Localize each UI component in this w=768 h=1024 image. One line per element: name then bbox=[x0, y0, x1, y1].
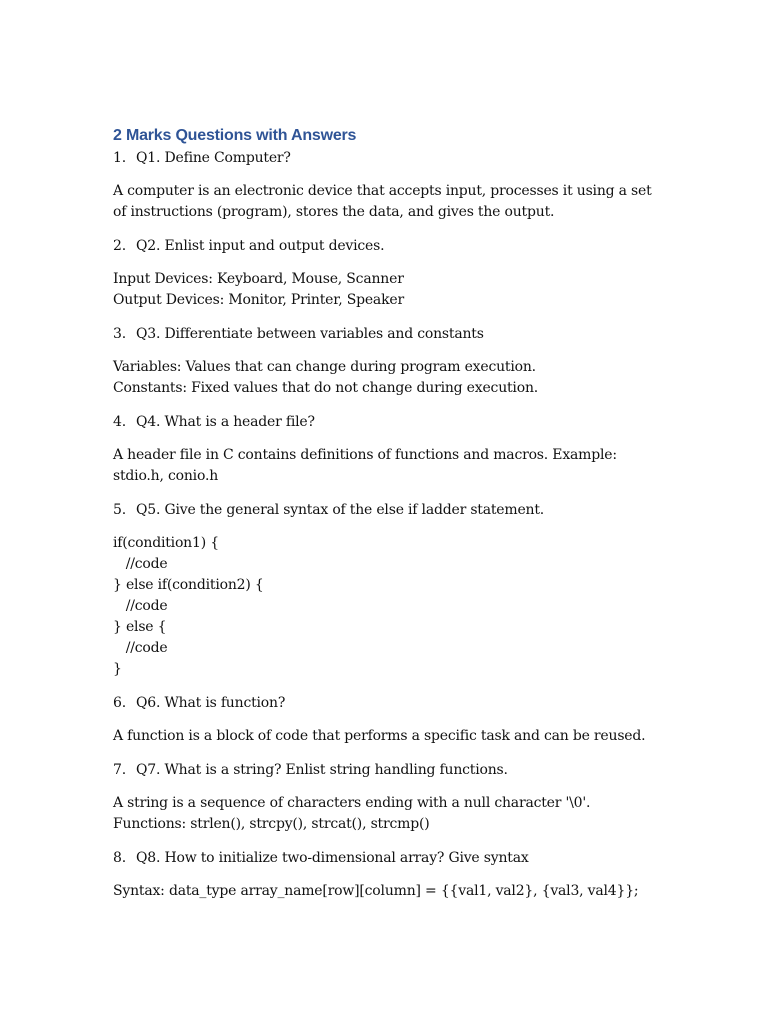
question-2 bbox=[113, 236, 653, 257]
question-1 bbox=[113, 148, 653, 169]
answer-line: Constants: Fixed values that do not change during execution. bbox=[113, 380, 539, 396]
question-text: Q5. Give the general syntax of the else if ladder statement. bbox=[136, 502, 545, 518]
code-line: if(condition1) { bbox=[113, 535, 219, 551]
code-line: //code bbox=[113, 598, 168, 614]
code-line: } bbox=[113, 661, 122, 677]
question-text: Q7. What is a string? Enlist string handling functions. bbox=[136, 762, 508, 778]
answer-1 bbox=[113, 181, 653, 223]
answer-line: A function is a block of code that performs a specific task and can be reused. bbox=[113, 728, 646, 744]
question-number: 3. bbox=[113, 326, 126, 342]
page-heading: 2 Marks Questions with Answers bbox=[113, 127, 357, 144]
question-number: 7. bbox=[113, 762, 126, 778]
document-page bbox=[113, 124, 653, 915]
code-line: } else { bbox=[113, 619, 167, 635]
question-3 bbox=[113, 324, 653, 345]
answer-line: Variables: Values that can change during program execution. bbox=[113, 359, 536, 375]
answer-2 bbox=[113, 269, 653, 311]
question-text: Q8. How to initialize two-dimensional array? Give syntax bbox=[136, 850, 529, 866]
question-text: Q4. What is a header file? bbox=[136, 414, 315, 430]
qa-item-2 bbox=[113, 236, 653, 311]
answer-line: Input Devices: Keyboard, Mouse, Scanner bbox=[113, 271, 404, 287]
code-line: } else if(condition2) { bbox=[113, 577, 264, 593]
question-4 bbox=[113, 412, 653, 433]
answer-4 bbox=[113, 445, 653, 487]
answer-line: A header file in C contains definitions of functions and macros. Example: stdio.h, conio.h bbox=[113, 447, 617, 484]
answer-line: Syntax: data_type array_name[row][column] = {{val1, val2}, {val3, val4}}; bbox=[113, 883, 639, 899]
question-text: Q3. Differentiate between variables and constants bbox=[136, 326, 484, 342]
qa-item-7 bbox=[113, 760, 653, 835]
answer-7 bbox=[113, 793, 653, 835]
qa-item-5 bbox=[113, 500, 653, 680]
answer-line: A computer is an electronic device that accepts input, processes it using a set of instructions (program), stores the data, and gives the output. bbox=[113, 183, 652, 220]
question-text: Q2. Enlist input and output devices. bbox=[136, 238, 385, 254]
code-line: //code bbox=[113, 640, 168, 656]
qa-item-8 bbox=[113, 848, 653, 902]
qa-item-3 bbox=[113, 324, 653, 399]
question-number: 4. bbox=[113, 414, 126, 430]
qa-item-1 bbox=[113, 148, 653, 223]
qa-item-4 bbox=[113, 412, 653, 487]
answer-3 bbox=[113, 357, 653, 399]
question-number: 6. bbox=[113, 695, 126, 711]
question-list bbox=[113, 148, 653, 902]
question-5 bbox=[113, 500, 653, 521]
question-8 bbox=[113, 848, 653, 869]
code-line: //code bbox=[113, 556, 168, 572]
answer-line: Output Devices: Monitor, Printer, Speaker bbox=[113, 292, 404, 308]
answer-line: Functions: strlen(), strcpy(), strcat(), strcmp() bbox=[113, 816, 430, 832]
question-number: 8. bbox=[113, 850, 126, 866]
answer-5 bbox=[113, 533, 653, 680]
qa-item-6 bbox=[113, 693, 653, 747]
question-number: 2. bbox=[113, 238, 126, 254]
answer-8 bbox=[113, 881, 653, 902]
question-number: 1. bbox=[113, 150, 126, 166]
answer-line: A string is a sequence of characters ending with a null character '\0'. bbox=[113, 795, 591, 811]
question-6 bbox=[113, 693, 653, 714]
answer-6 bbox=[113, 726, 653, 747]
question-number: 5. bbox=[113, 502, 126, 518]
question-text: Q6. What is function? bbox=[136, 695, 286, 711]
question-text: Q1. Define Computer? bbox=[136, 150, 291, 166]
question-7 bbox=[113, 760, 653, 781]
